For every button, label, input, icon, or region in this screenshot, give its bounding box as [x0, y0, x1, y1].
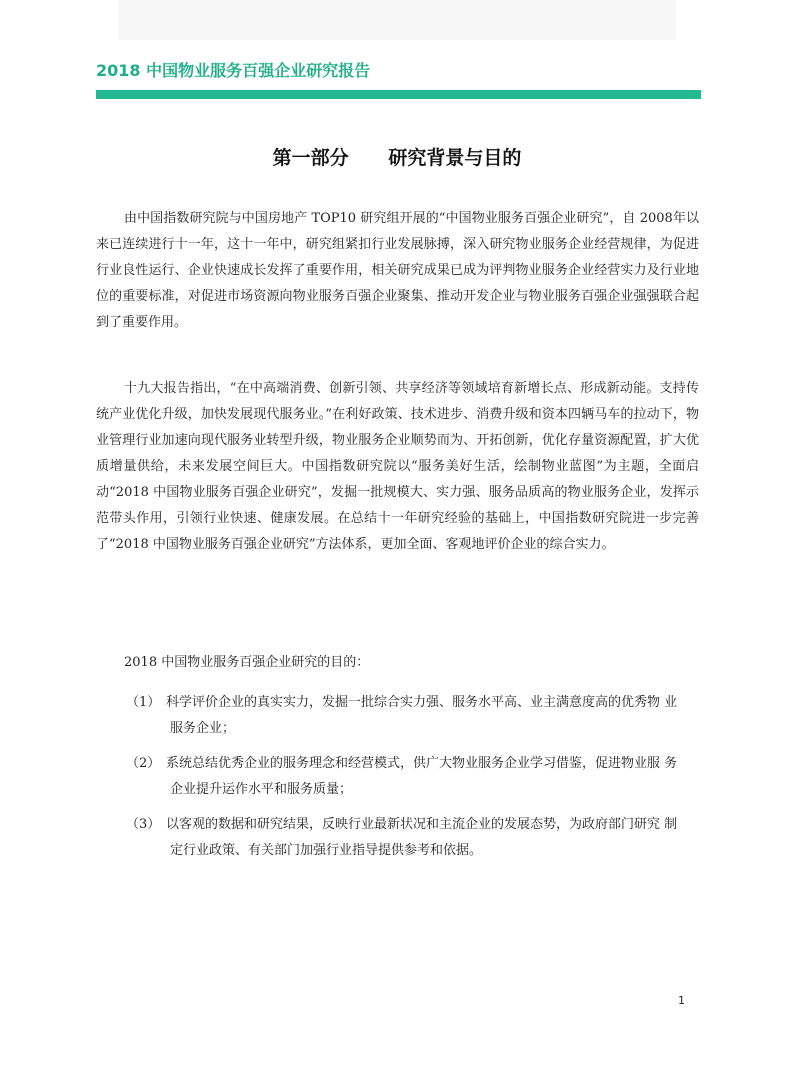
section-title: 第一部分 研究背景与目的	[272, 147, 522, 169]
paragraph-policy: 十九大报告指出，“在中高端消费、创新引领、共享经济等领域培育新增长点、形成新动能。支持传统产业优化升级，加快发展现代服务业。”在利好政策、技术进步、消费升级和资本四辆马车的拉动下，物业管理行业加速向现代服务业转型升级，物业服务企业顺势而为、开拓创新，优化存量资源配置，扩大优质增量供给，未来发展空间巨大。中国指数研究院以“服务美好生活，绘制物业蓝图”为主题，全面启动“2018 中国物业服务百强企业研究”，发掘一批规模大、实力强、服务品质高的物业服务企业，发挥示范带头作用，引领行业快速、健康发展。在总结十一年研究经验的基础上，中国指数研究院进一步完善了“2018 中国物业服务百强企业研究”方法体系，更加全面、客观地评价企业的综合实力。	[96, 381, 699, 552]
list-item-number: （2）	[126, 756, 161, 771]
list-item-text	[166, 751, 710, 803]
list-item-number: （3）	[126, 817, 161, 832]
list-item-line: 服务企业；	[170, 721, 236, 736]
list-item-text	[166, 812, 710, 864]
list-item-line: 系统总结优秀企业的服务理念和经营模式，供广大物业服务企业学习借鉴，促进物业服 务	[166, 756, 678, 771]
list-item-number: （1）	[126, 695, 161, 710]
list-item	[126, 812, 710, 864]
list-item-line: 企业提升运作水平和服务质量；	[170, 782, 353, 797]
list-item	[126, 751, 710, 803]
list-item-line: 科学评价企业的真实实力，发掘一批综合实力强、服务水平高、业主满意度高的优秀物 业	[166, 695, 678, 710]
top-strip	[118, 0, 676, 40]
list-item	[126, 690, 710, 742]
page-number: 1	[678, 994, 685, 1007]
list-item-text	[166, 690, 710, 742]
list-item-line: 以客观的数据和研究结果，反映行业最新状况和主流企业的发展态势，为政府部门研究 制	[166, 817, 678, 832]
list-item-line: 定行业政策、有关部门加强行业指导提供参考和依据。	[170, 843, 483, 858]
objectives-list	[126, 690, 710, 873]
report-header-title: 2018 中国物业服务百强企业研究报告	[96, 61, 371, 80]
paragraph-objectives-intro: 2018 中国物业服务百强企业研究的目的：	[124, 655, 370, 670]
paragraph-background: 由中国指数研究院与中国房地产 TOP10 研究组开展的“中国物业服务百强企业研究”，自 2008年以来已连续进行十一年，这十一年中，研究组紧扣行业发展脉搏，深入研究物业服务企业经营规律，为促进行业良性运行、企业快速成长发挥了重要作用，相关研究成果已成为评判物业服务企业经营实力及行业地位的重要标准，对促进市场资源向物业服务百强企业聚集、推动开发企业与物业服务百强企业强强联合起到了重要作用。	[96, 211, 699, 330]
header-accent-bar	[96, 90, 701, 99]
